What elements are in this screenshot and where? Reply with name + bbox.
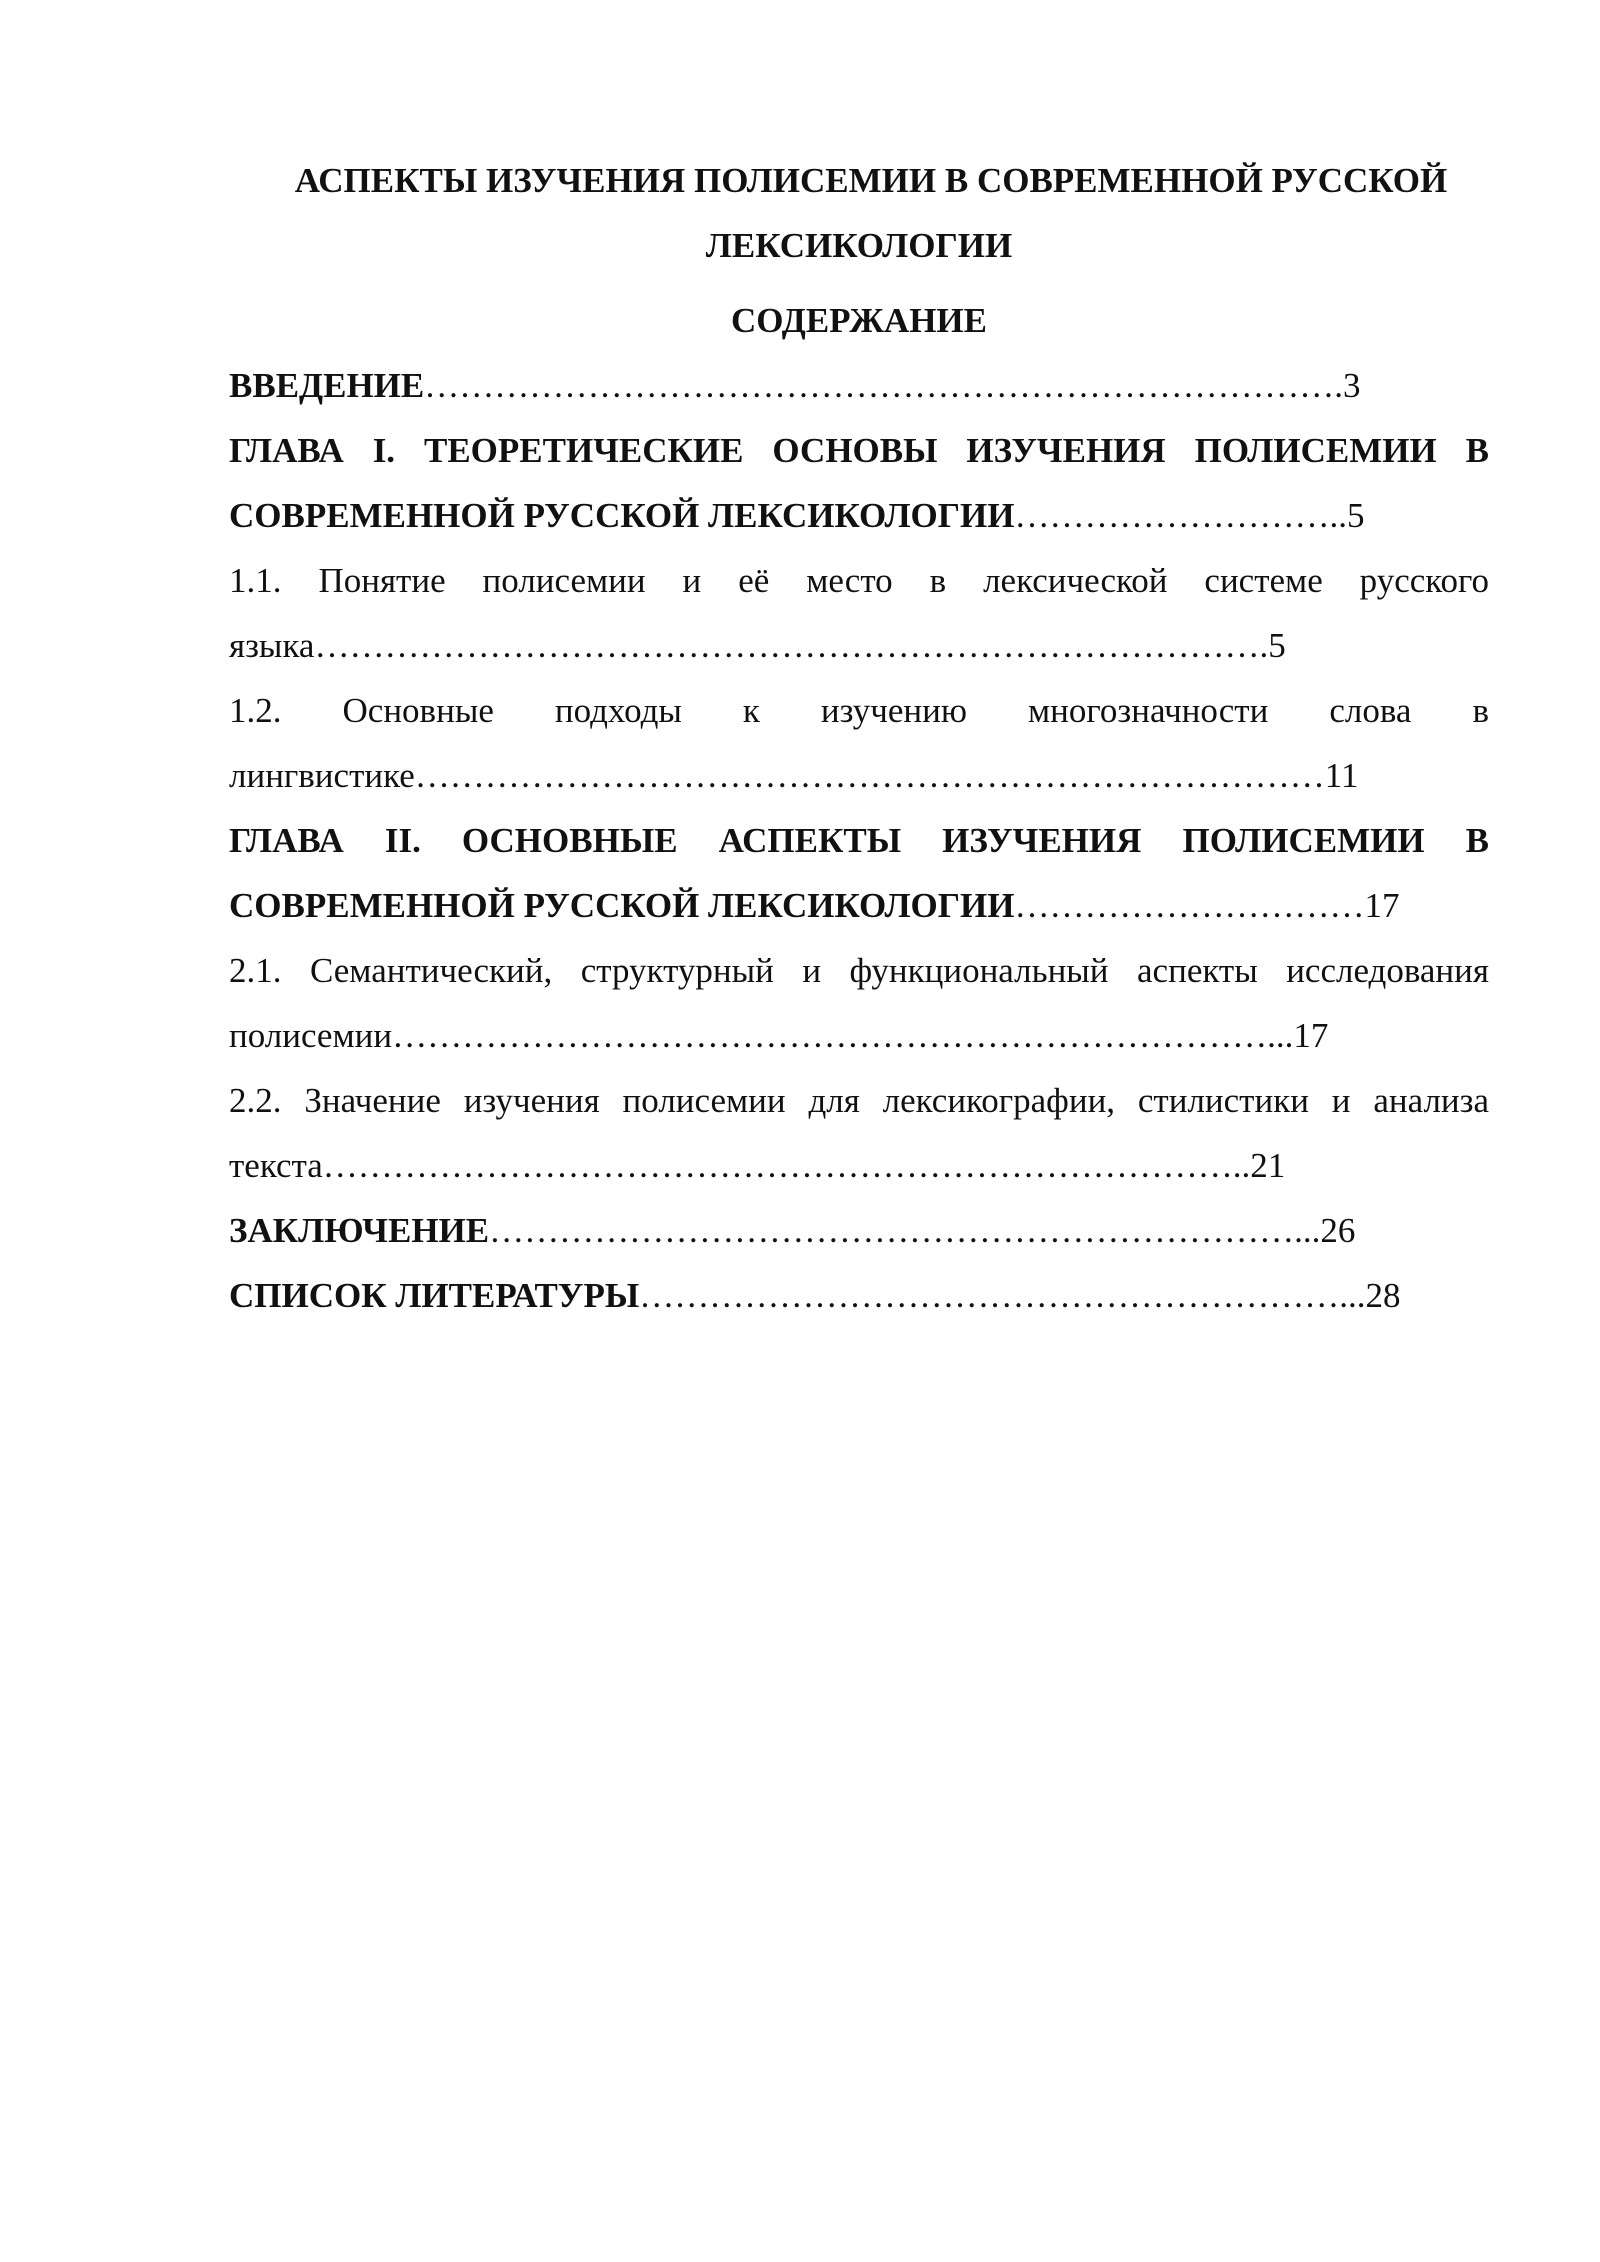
toc-entry-section-1-2[interactable] <box>229 678 1489 808</box>
toc-entry-page: 3 <box>1343 366 1361 405</box>
toc-entry-title: ВВЕДЕНИЕ <box>229 366 425 405</box>
toc-entry-title: ГЛАВА I. ТЕОРЕТИЧЕСКИЕ ОСНОВЫ ИЗУЧЕНИЯ ПОЛИСЕМИИ В СОВРЕМЕННОЙ РУССКОЙ ЛЕКСИКОЛОГИИ <box>229 431 1489 535</box>
toc-entry-title: СПИСОК ЛИТЕРАТУРЫ <box>229 1276 640 1315</box>
toc-entry-introduction[interactable] <box>229 353 1489 418</box>
toc-entry-title: 1.2. Основные подходы к изучению многозначности слова в лингвистике <box>229 691 1489 795</box>
toc-entry-title: 1.1. Понятие полисемии и её место в лексической системе русского языка <box>229 561 1489 665</box>
toc-entry-title: 2.1. Семантический, структурный и функциональный аспекты исследования полисемии <box>229 951 1489 1055</box>
toc-heading: СОДЕРЖАНИЕ <box>730 301 987 340</box>
toc-entry-leader: …………………………………………………………………….. <box>322 1146 1251 1185</box>
table-of-contents <box>229 353 1489 1328</box>
toc-entry-section-2-2[interactable] <box>229 1068 1489 1198</box>
toc-entry-page: 5 <box>1346 496 1365 535</box>
toc-entry-page: 11 <box>1324 756 1359 795</box>
toc-entry-leader: …………………………………………………………………… <box>414 756 1325 795</box>
toc-entry-leader: …………………………………………………………………... <box>392 1016 1294 1055</box>
toc-entry-leader: ………………………… <box>1014 886 1365 925</box>
toc-entry-title: 2.2. Значение изучения полисемии для лексикографии, стилистики и анализа текста <box>229 1081 1489 1185</box>
toc-entry-page: 28 <box>1365 1276 1401 1315</box>
toc-entry-chapter-1[interactable] <box>229 418 1489 548</box>
toc-entry-leader: ……………………………………………………………... <box>489 1211 1321 1250</box>
toc-entry-references[interactable] <box>229 1263 1489 1328</box>
toc-entry-leader: ……………………………………………………………………. <box>424 366 1344 405</box>
toc-entry-title: ЗАКЛЮЧЕНИЕ <box>229 1211 490 1250</box>
document-title: АСПЕКТЫ ИЗУЧЕНИЯ ПОЛИСЕМИИ В СОВРЕМЕННОЙ РУССКОЙ ЛЕКСИКОЛОГИИ <box>294 161 1448 265</box>
toc-entry-leader: ……………………….. <box>1014 496 1347 535</box>
toc-entry-leader: ……………………………………………………... <box>639 1276 1366 1315</box>
toc-entry-title: ГЛАВА II. ОСНОВНЫЕ АСПЕКТЫ ИЗУЧЕНИЯ ПОЛИСЕМИИ В СОВРЕМЕННОЙ РУССКОЙ ЛЕКСИКОЛОГИИ <box>229 821 1489 925</box>
toc-entry-leader: ………………………………………………………………………. <box>314 626 1269 665</box>
toc-entry-page: 17 <box>1364 886 1400 925</box>
toc-entry-section-1-1[interactable] <box>229 548 1489 678</box>
toc-entry-page: 26 <box>1320 1211 1356 1250</box>
toc-entry-chapter-2[interactable] <box>229 808 1489 938</box>
toc-entry-section-2-1[interactable] <box>229 938 1489 1068</box>
toc-entry-page: 21 <box>1250 1146 1286 1185</box>
toc-entry-conclusion[interactable] <box>229 1198 1489 1263</box>
toc-entry-page: 5 <box>1268 626 1286 665</box>
document-page <box>229 148 1489 1328</box>
toc-entry-page: 17 <box>1293 1016 1329 1055</box>
